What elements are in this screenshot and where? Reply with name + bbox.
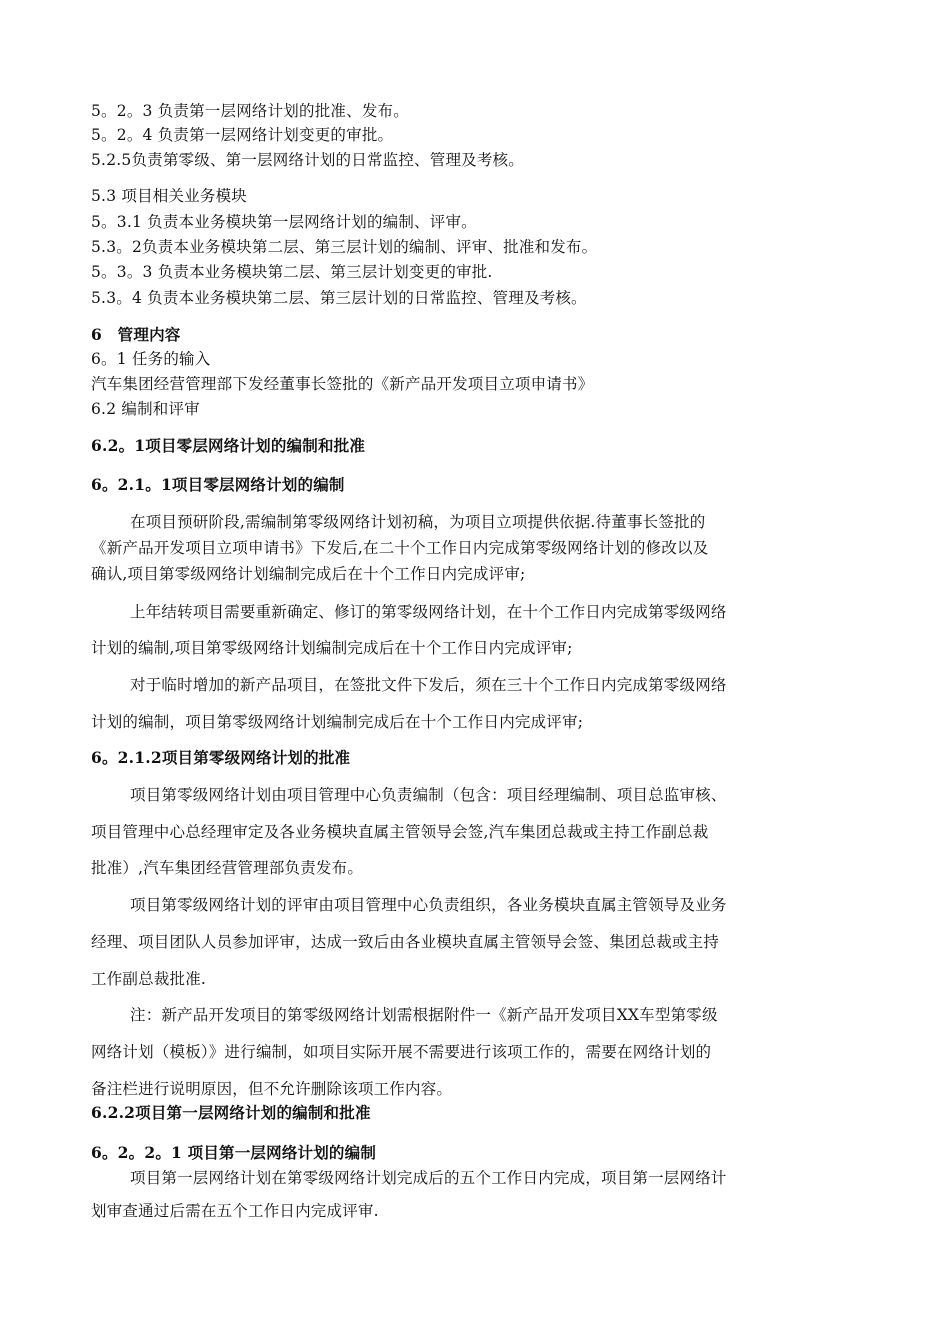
paragraph-line: 批准）,汽车集团经营管理部负责发布。 bbox=[91, 859, 364, 877]
paragraph-line: 项目第一层网络计划在第零级网络计划完成后的五个工作日内完成，项目第一层网络计 bbox=[130, 1169, 727, 1187]
paragraph-line: 网络计划（模板）》进行编制，如项目实际开展不需要进行该项工作的，需要在网络计划的 bbox=[91, 1043, 712, 1061]
section-heading: 6 管理内容 bbox=[91, 325, 181, 344]
subsection-heading: 6。1 任务的输入 bbox=[91, 350, 211, 368]
subsection-heading: 6。2。2。1 项目第一层网络计划的编制 bbox=[91, 1143, 377, 1162]
section-heading: 5.3 项目相关业务模块 bbox=[91, 187, 247, 205]
text-line: 5。3。3 负责本业务模块第二层、第三层计划变更的审批. bbox=[91, 263, 493, 281]
paragraph-line: 项目管理中心总经理审定及各业务模块直属主管领导会签,汽车集团总裁或主持工作副总裁 bbox=[91, 823, 709, 841]
text-line: 5.3。2负责本业务模块第二层、第三层计划的编制、评审、批准和发布。 bbox=[91, 238, 598, 256]
text-line: 汽车集团经营管理部下发经董事长签批的《新产品开发项目立项申请书》 bbox=[91, 375, 594, 393]
subsection-heading: 6.2 编制和评审 bbox=[91, 400, 200, 418]
text-line: 5.3。4 负责本业务模块第二层、第三层计划的日常监控、管理及考核。 bbox=[91, 289, 587, 307]
paragraph-line: 工作副总裁批准. bbox=[91, 970, 207, 988]
paragraph-line: 划审查通过后需在五个工作日内完成评审. bbox=[91, 1202, 379, 1220]
paragraph-line: 上年结转项目需要重新确定、修订的第零级网络计划，在十个工作日内完成第零级网络 bbox=[130, 603, 727, 621]
text-line: 5。2。4 负责第一层网络计划变更的审批。 bbox=[91, 126, 394, 144]
subsection-heading: 6。2.1。1项目零层网络计划的编制 bbox=[91, 475, 345, 494]
paragraph-line: 经理、项目团队人员参加评审，达成一致后由各业模块直属主管领导会签、集团总裁或主持 bbox=[91, 933, 720, 951]
paragraph-line: 备注栏进行说明原因，但不允许删除该项工作内容。 bbox=[91, 1080, 453, 1098]
subsection-heading: 6.2.2项目第一层网络计划的编制和批准 bbox=[91, 1103, 371, 1122]
paragraph-line: 项目第零级网络计划由项目管理中心负责编制（包含：项目经理编制、项目总监审核、 bbox=[130, 786, 727, 804]
paragraph-line: 项目第零级网络计划的评审由项目管理中心负责组织，各业务模块直属主管领导及业务 bbox=[130, 896, 727, 914]
text-line: 5。3.1 负责本业务模块第一层网络计划的编制、评审。 bbox=[91, 213, 477, 231]
paragraph-line: 注：新产品开发项目的第零级网络计划需根据附件一《新产品开发项目XX车型第零级 bbox=[130, 1006, 718, 1024]
subsection-heading: 6。2.1.2项目第零级网络计划的批准 bbox=[91, 748, 351, 767]
paragraph-line: 确认,项目第零级网络计划编制完成后在十个工作日内完成评审; bbox=[91, 565, 526, 583]
paragraph-line: 《新产品开发项目立项申请书》下发后,在二十个工作日内完成第零级网络计划的修改以及 bbox=[91, 539, 709, 557]
paragraph-line: 计划的编制,项目第零级网络计划编制完成后在十个工作日内完成评审; bbox=[91, 639, 573, 657]
subsection-heading: 6.2。1项目零层网络计划的编制和批准 bbox=[91, 436, 366, 455]
paragraph-line: 对于临时增加的新产品项目，在签批文件下发后，须在三十个工作日内完成第零级网络 bbox=[130, 676, 727, 694]
paragraph-line: 计划的编制，项目第零级网络计划编制完成后在十个工作日内完成评审; bbox=[91, 713, 584, 731]
text-line: 5。2。3 负责第一层网络计划的批准、发布。 bbox=[91, 102, 409, 120]
text-line: 5.2.5负责第零级、第一层网络计划的日常监控、管理及考核。 bbox=[91, 151, 524, 169]
paragraph-line: 在项目预研阶段,需编制第零级网络计划初稿，为项目立项提供依据.待董事长签批的 bbox=[130, 513, 706, 531]
